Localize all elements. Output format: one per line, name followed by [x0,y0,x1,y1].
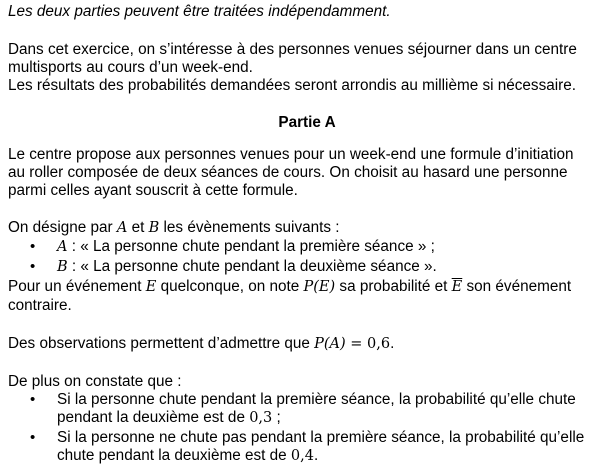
event-b-symbol: B [148,220,160,236]
context-line-2: multisports au cours d’un week-end. [8,59,253,76]
further-observation: De plus on constate que : [8,373,182,390]
event-b-text: : « La personne chute pendant la deuxième séance ». [67,258,437,275]
condition-2-suffix: . [313,447,319,464]
event-a-symbol: A [116,220,128,236]
complement-e-symbol: $\overline{E}$ [451,279,463,295]
notation-line-1 [8,277,571,297]
part-a-paragraph-line-3: parmi celles ayant souscrit à cette formule. [8,182,298,199]
probability-of-a: P(A) [314,336,346,352]
bullet-event-a [30,237,38,256]
condition-1-suffix: ; [272,409,281,426]
condition-1-line-2 [57,408,281,428]
context-line-1: Dans cet exercice, on s’intéresse à des personnes venues séjourner dans un centre [8,41,577,58]
bullet-condition-2 [30,428,38,447]
condition-2-line-1: Si la personne ne chute pas pendant la première séance, la probabilité qu’elle [57,429,585,446]
event-a-definition [57,237,435,257]
rounding-note: Les résultats des probabilités demandées seront arrondis au millième si nécessaire. [8,77,576,94]
event-a-text: : « La personne chute pendant la première séance » ; [67,238,435,255]
events-intro-middle: et [127,219,149,236]
event-a-label: A [57,239,68,255]
condition-2-prefix: chute pendant la deuxième est de [57,447,291,464]
condition-1-value: 0,3 [249,410,273,426]
event-b-definition [57,257,437,277]
independent-parts-note: Les deux parties peuvent être traitées indépendamment. [8,3,391,20]
condition-1-line-1: Si la personne chute pendant la première séance, la probabilité qu’elle chute [57,391,576,408]
notation-suffix: son événement [462,278,572,295]
event-b-label: B [57,259,68,275]
events-intro-suffix: les évènements suivants : [159,219,340,236]
events-intro-prefix: On désigne par [8,219,117,236]
observation-end: . [390,335,395,352]
event-e-symbol: E [145,279,157,295]
part-a-title: Partie A [278,114,336,131]
probability-a-value: 0,6 [367,336,391,352]
part-a-paragraph-line-2: au roller composée de deux séances de cours. On choisit au hasard une personne [8,164,568,181]
notation-line-2: contraire. [8,297,72,314]
condition-1-prefix: pendant la deuxième est de [57,409,250,426]
equals-sign: = [345,336,368,352]
observation-line [8,334,394,354]
condition-2-value: 0,4 [290,448,314,464]
bullet-condition-1 [30,390,38,409]
condition-2-line-2 [57,446,318,466]
events-intro [8,218,340,238]
observation-prefix: Des observations permettent d’admettre que [8,335,315,352]
probability-of-e: P(E) [303,279,336,295]
notation-prefix: Pour un événement [8,278,146,295]
part-a-paragraph-line-1: Le centre propose aux personnes venues pour un week-end une formule d’initiation [8,146,574,163]
notation-middle-2: sa probabilité et [335,278,452,295]
notation-middle-1: quelconque, on note [156,278,304,295]
bullet-event-b [30,257,38,276]
